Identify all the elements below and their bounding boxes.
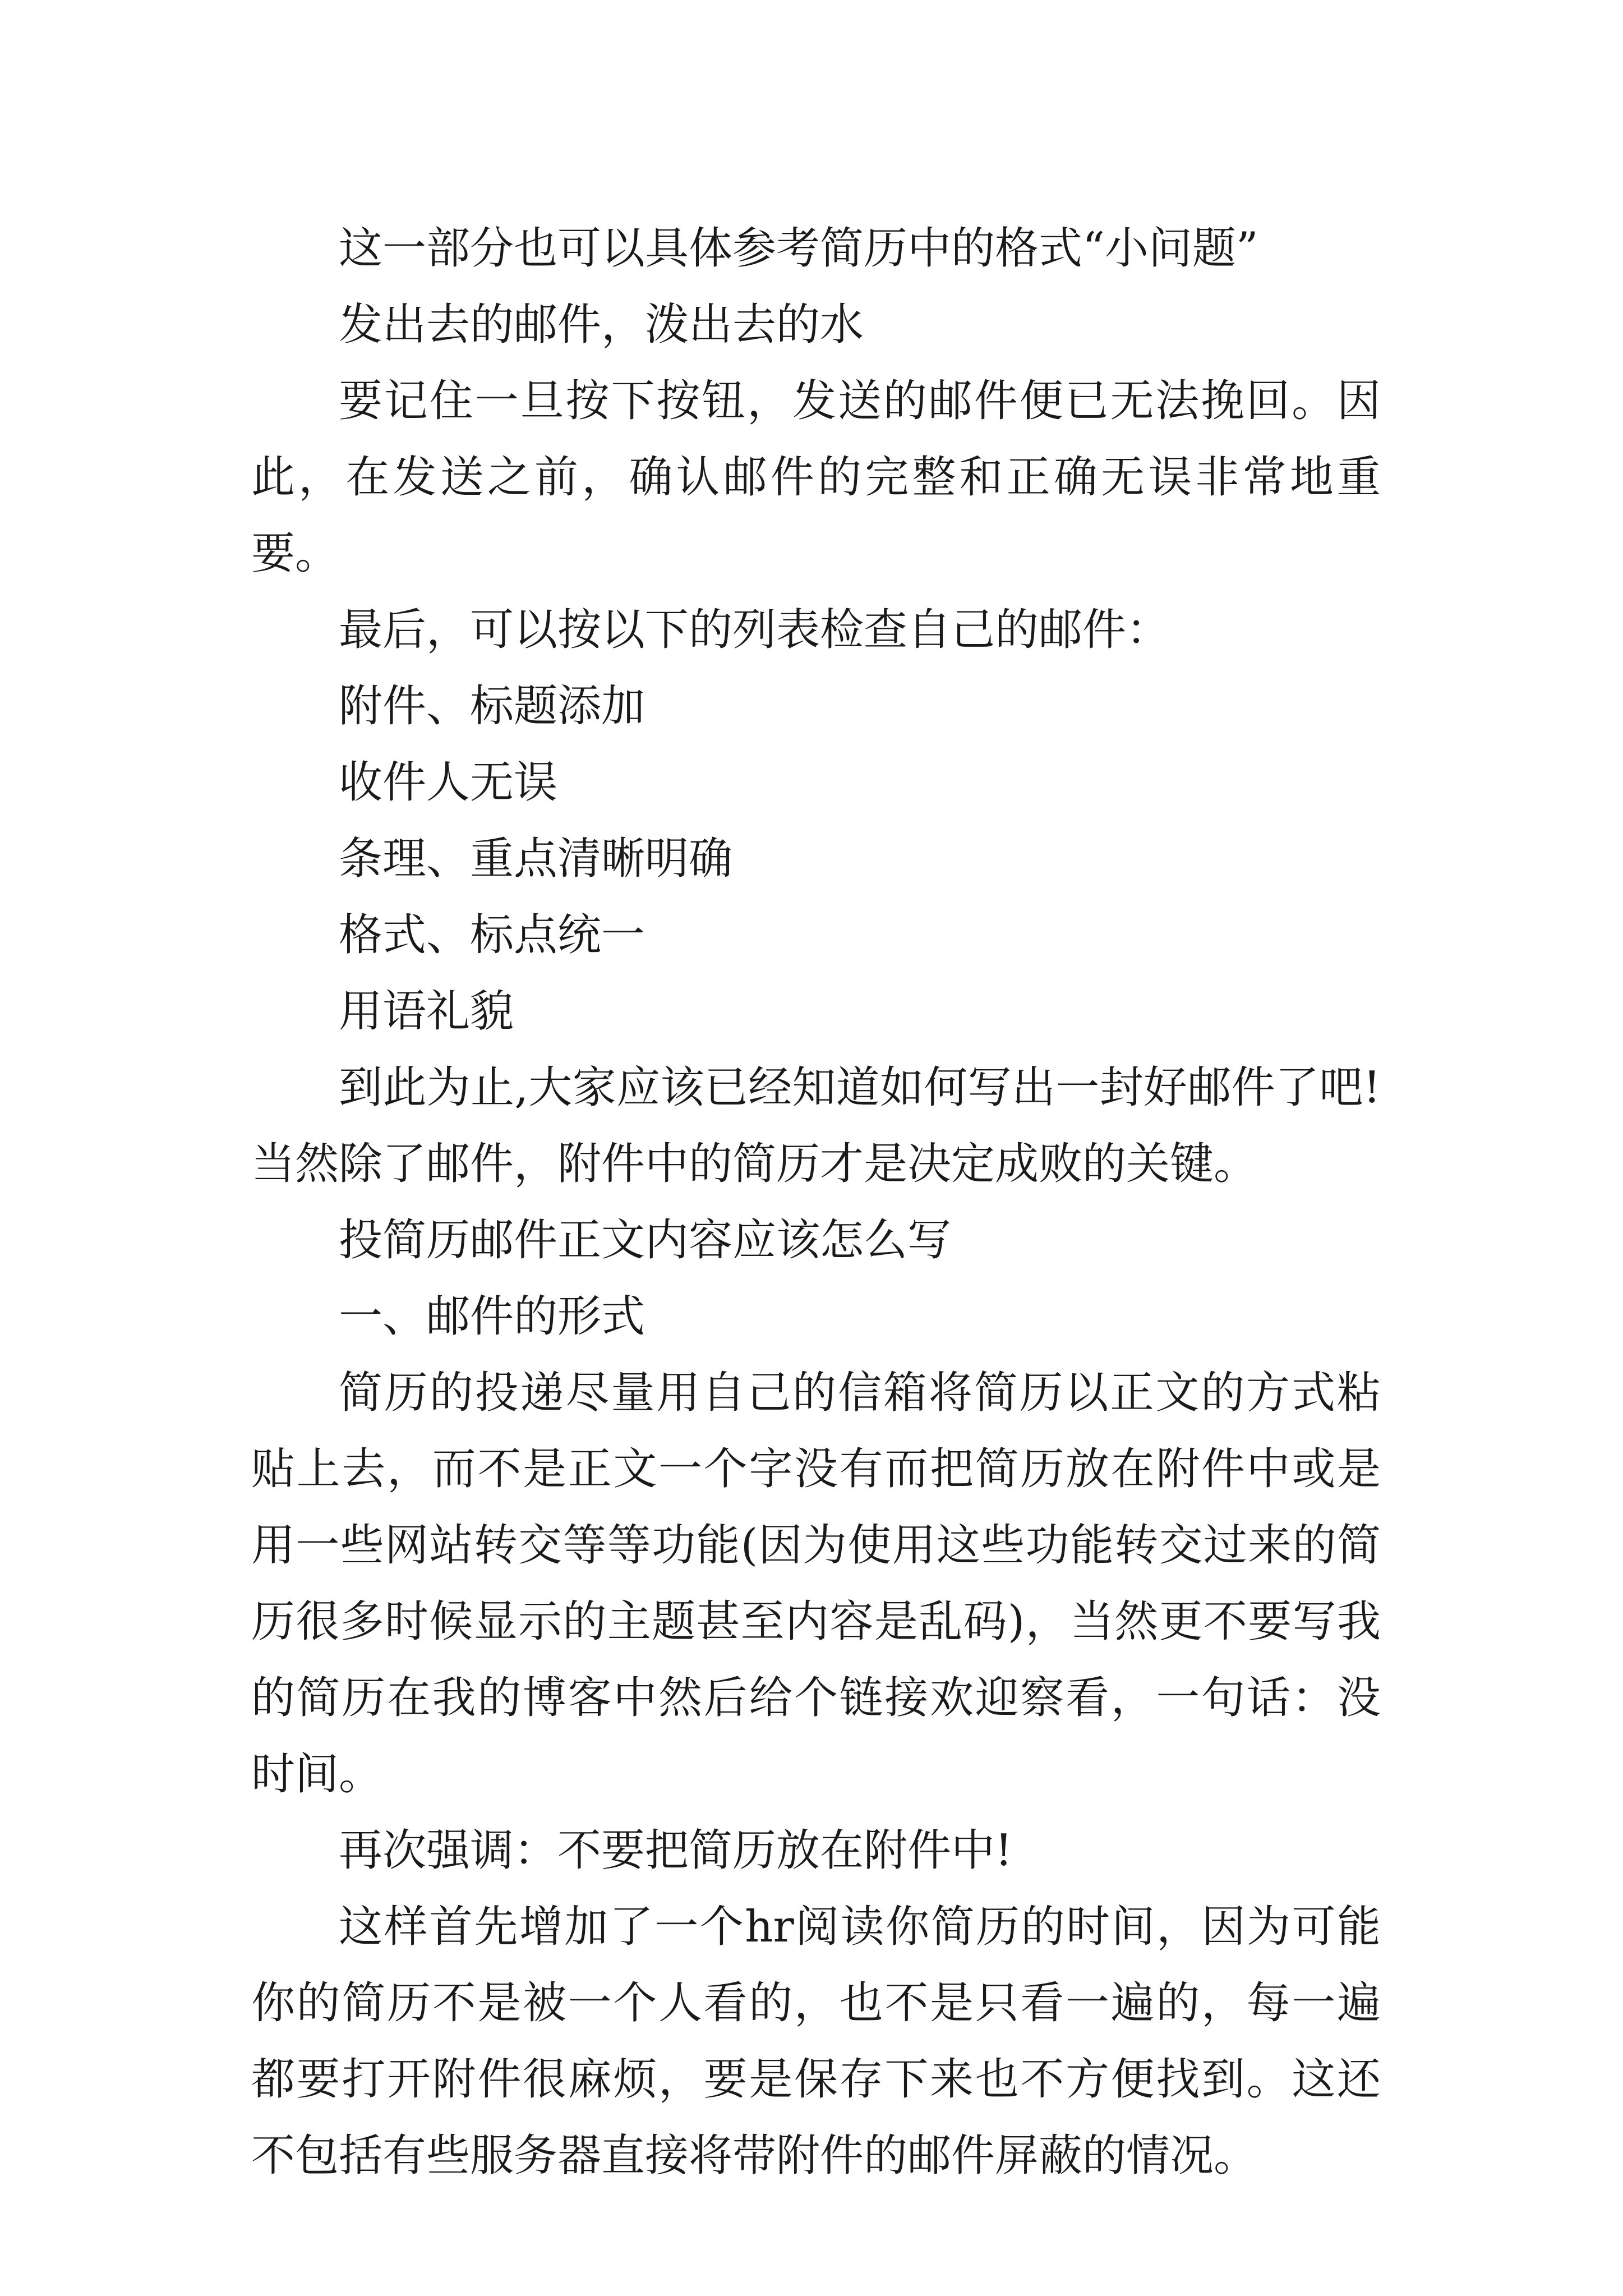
paragraph-6: 简历的投递尽量用自己的信箱将简历以正文的方式粘贴上去，而不是正文一个字没有而把简历放在附件中或是用一些网站转交等等功能(因为使用这些功能转交过来的简历很多时候显示的主题甚至内容是乱码)，当然更不要写我的简历在我的博客中然后给个链接欢迎察看，一句话：没时间。 (251, 1368, 1381, 1800)
checklist-item-5: 用语礼貌 (339, 986, 514, 1037)
paragraph-3: 要记住一旦按下按钮，发送的邮件便已无法挽回。因此，在发送之前，确认邮件的完整和正确无误非常地重要。 (251, 376, 1381, 579)
checklist-item-3: 条理、重点清晰明确 (339, 834, 733, 884)
section-title: 投简历邮件正文内容应该怎么写 (339, 1215, 952, 1266)
checklist-item-2: 收件人无误 (339, 757, 558, 808)
checklist-item-1: 附件、标题添加 (339, 681, 645, 731)
paragraph-8: 这样首先增加了一个hr阅读你简历的时间，因为可能你的简历不是被一个人看的，也不是只看一遍的，每一遍都要打开附件很麻烦，要是保存下来也不方便找到。这还不包括有些服务器直接将带附件的邮件屏蔽的情况。 (251, 1902, 1381, 2181)
paragraph-1: 这一部分也可以具体参考简历中的格式“小问题” (339, 223, 1258, 274)
section-heading-1: 一、邮件的形式 (339, 1291, 645, 1342)
paragraph-7: 再次强调：不要把简历放在附件中! (339, 1825, 1013, 1876)
paragraph-2: 发出去的邮件，泼出去的水 (339, 300, 864, 350)
paragraph-4: 最后，可以按以下的列表检查自己的邮件： (339, 605, 1170, 655)
document-body (251, 210, 1381, 2194)
paragraph-5: 到此为止,大家应该已经知道如何写出一封好邮件了吧!当然除了邮件，附件中的简历才是决定成败的关键。 (251, 1062, 1381, 1189)
checklist-item-4: 格式、标点统一 (339, 910, 645, 960)
